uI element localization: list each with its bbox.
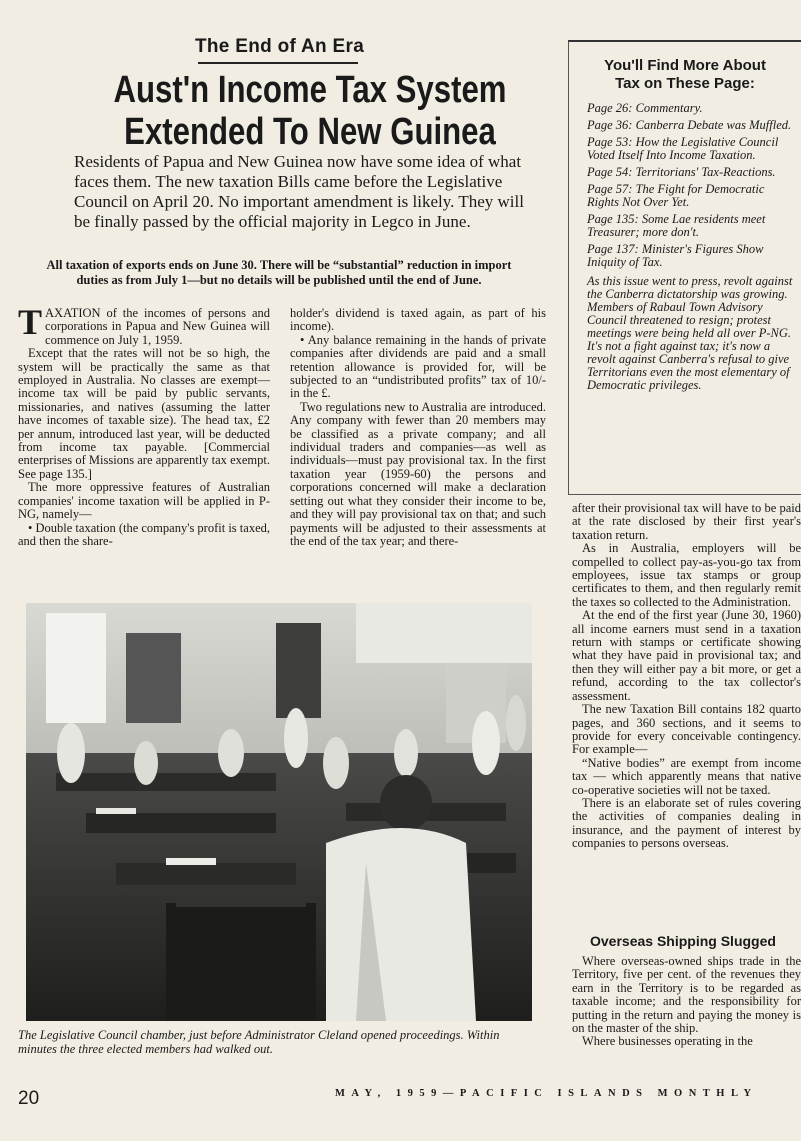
sidebar-box	[568, 40, 801, 495]
article-column-1	[18, 307, 270, 599]
col1-paragraph-2: Except that the rates will not be so high, the system will be practically the same as that employed in Australia. No classes are exempt—income tax will be paid by public servants, missionaries, and natives (assuming the latter have incomes of taxable size). The head tax, £2 per annum, introduced last year, will be deducted from income tax payable. [Commercial enterprises of Missions are apparently tax exempt. See page 135.]	[18, 346, 270, 481]
article-column-3-continued	[572, 955, 801, 1067]
photo-illustration	[26, 603, 532, 1021]
col2-paragraph-2: • Any balance remaining in the hands of private companies after dividends are paid and a small retention allowance is provided for, will be subjected to an “undistributed profits” tax of 10/- in the £.	[290, 332, 546, 401]
col1-paragraph-1: AXATION of the incomes of persons and corporations in Papua and New Guinea will commence on July 1, 1959.	[45, 307, 270, 347]
col3-paragraph-6: There is an elaborate set of rules covering the activities of companies dealing in insurance, and the payment of interest by companies to persons overseas.	[572, 795, 801, 851]
page-number: 20	[18, 1088, 40, 1109]
sidebar-item: Page 26: Commentary.	[587, 101, 703, 115]
headline-line-1: Aust'n Income Tax System	[113, 69, 507, 111]
sidebar-note: As this issue went to press, revolt against the Canberra dictatorship was growing. Members of Rabaul Town Advisory Council threatened to resign; protest meetings were being held all over P-NG. It's not a fight against tax; it's now a revolt against Canberra's refusal to give Territorians even the most elementary of Democratic privileges.	[587, 274, 793, 392]
sidebar-item: Page 36: Canberra Debate was Muffled.	[587, 118, 792, 132]
sidebar-title-line-2: Tax on These Page:	[615, 75, 755, 92]
headline-line-2: Extended To New Guinea	[124, 111, 496, 153]
col3-paragraph-8: Where businesses operating in the	[582, 1034, 753, 1049]
col1-paragraph-3: The more oppressive features of Australian companies' income taxation will be applied in P-NG, namely—	[18, 480, 270, 522]
sidebar-item: Page 53: How the Legislative Council Voted Itself Into Income Taxation.	[587, 135, 779, 162]
legislative-council-photo	[26, 603, 532, 1021]
col3-paragraph-1: after their provisional tax will have to be paid at the rate disclosed by their first year's taxation return.	[572, 502, 801, 542]
col3-paragraph-5: “Native bodies” are exempt from income tax — which apparently means that native co-operative societies will not be taxed.	[572, 755, 801, 797]
col3-paragraph-2: As in Australia, employers will be compelled to collect pay-as-you-go tax from employees, issue tax stamps or group certificates to them, and then regularly remit the taxes so collected to the Administration.	[572, 541, 801, 609]
sidebar-title-line-1: You'll Find More About	[604, 57, 766, 74]
sidebar-item: Page 137: Minister's Figures Show Iniquity of Tax.	[587, 242, 764, 269]
kicker-rule	[198, 62, 358, 64]
sidebar-item: Page 54: Territorians' Tax-Reactions.	[587, 165, 776, 179]
drop-cap: T	[18, 307, 43, 342]
sidebar-title	[569, 57, 801, 93]
col2-paragraph-1: holder's dividend is taxed again, as part of his income).	[290, 307, 546, 334]
article-column-3	[572, 502, 801, 924]
article-column-2	[290, 307, 546, 599]
col3-paragraph-7: Where overseas-owned ships trade in the Territory, five per cent. of the revenues they earn in the Territory is to be regarded as taxable income; and the responsibility for putting in the return and paying the money is on the master of the ship.	[572, 955, 801, 1036]
col3-paragraph-4: The new Taxation Bill contains 182 quarto pages, and 360 sections, and it seems to provide for every conceivable contingency. For example—	[572, 702, 801, 757]
deck: All taxation of exports ends on June 30. There will be “substantial” reduction in import duties as from July 1—but no details will be published until the end of June.	[46, 258, 512, 287]
sidebar-list	[587, 102, 795, 392]
kicker: The End of An Era	[195, 36, 365, 57]
sidebar-item: Page 57: The Fight for Democratic Rights Not Over Yet.	[587, 182, 765, 209]
col2-paragraph-3: Two regulations new to Australia are introduced. Any company with fewer than 20 members may be classified as a private company; and all individual traders and companies—as well as individuals—must pay provisional tax. In the first taxation year (1959-60) the persons and corporations concerned will make a declaration setting out what they consider their income to be, and they will pay provisional tax on that; and such payments will be adjusted to their assessments at the end of the tax year; and there-	[290, 399, 546, 548]
col3-paragraph-3: At the end of the first year (June 30, 1960) all income earners must send in a taxation return with stamps or certificate showing what they have paid in provisional tax; and then they will either pay a bit more, or get a refund, according to the tax collector's assessment.	[572, 608, 801, 703]
sidebar-item: Page 135: Some Lae residents meet Treasurer; more don't.	[587, 212, 766, 239]
subheading: Overseas Shipping Slugged	[590, 933, 776, 949]
col1-paragraph-4: • Double taxation (the company's profit is taxed, and then the share-	[18, 520, 270, 548]
running-title: MAY, 1959—PACIFIC ISLANDS MONTHLY	[335, 1088, 758, 1099]
photo-caption: The Legislative Council chamber, just before Administrator Cleland opened proceedings. Within minutes the three elected members had walked out.	[18, 1028, 500, 1056]
intro-paragraph: Residents of Papua and New Guinea now have some idea of what faces them. The new taxation Bills came before the Legislative Council on April 20. No important amendment is likely. They will be finally passed by the official majority in Legco in June.	[74, 152, 524, 231]
